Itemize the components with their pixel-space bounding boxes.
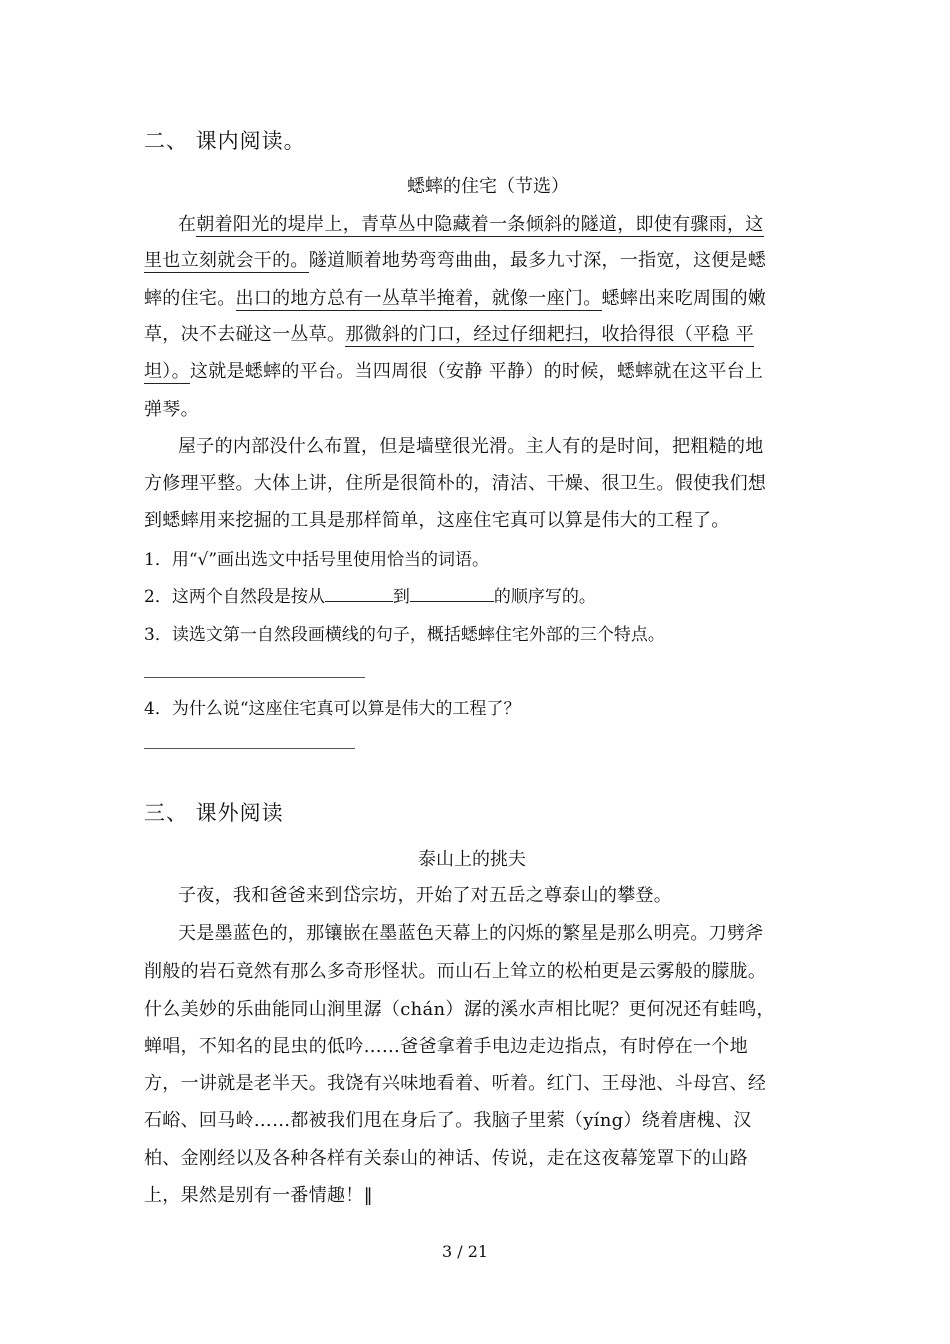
- porter-line-7: 石峪、回马岭……都被我们甩在身后了。我脑子里萦（yíng）绕着唐槐、汉: [144, 1110, 752, 1131]
- passage-line-6: 弹琴。: [144, 399, 199, 420]
- porter-line-6: 方，一讲就是老半天。我饶有兴味地看着、听着。红门、王母池、斗母宫、经: [144, 1073, 767, 1094]
- underlined-sentence: 里也立刻就会干的。: [144, 250, 309, 271]
- passage-para2-line-1: 屋子的内部没什么布置，但是墙壁很光滑。主人有的是时间，把粗糙的地: [178, 436, 764, 457]
- question-1: 1．用“√”画出选文中括号里使用恰当的词语。: [144, 550, 490, 570]
- porter-line-8: 柏、金刚经以及各种各样有关泰山的神话、传说，走在这夜幕笼罩下的山路: [144, 1148, 748, 1169]
- underlined-sentence: 那微斜的门口，经过仔细耙扫，收拾得很（平稳 平: [345, 324, 754, 345]
- underlined-sentence: 朝着阳光的堤岸上，青草丛中隐藏着一条倾斜的隧道，即使有骤雨，这: [196, 214, 764, 235]
- porter-line-5: 蝉唱，不知名的昆虫的低吟……爸爸拿着手电边走边指点，有时停在一个地: [144, 1036, 748, 1057]
- porter-line-3: 削般的岩石竟然有那么多奇形怪状。而山石上耸立的松柏更是云雾般的朦胧。: [144, 961, 767, 982]
- porter-line-1: 子夜，我和爸爸来到岱宗坊，开始了对五岳之尊泰山的攀登。: [178, 885, 673, 906]
- page-number: 3 / 21: [442, 1242, 489, 1261]
- underlined-sentence: 出口的地方总有一丛草半掩着，就像一座门。: [235, 288, 602, 309]
- passage-line-3: 蟀的住宅。出口的地方总有一丛草半掩着，就像一座门。蟋蟀出来吃周围的嫩: [144, 288, 767, 309]
- answer-line-q4[interactable]: [144, 748, 355, 749]
- section-heading-2: 二、 课内阅读。: [144, 129, 306, 153]
- porter-line-4: 什么美妙的乐曲能同山涧里潺（chán）潺的溪水声相比呢？更何况还有蛙鸣，: [144, 999, 775, 1020]
- passage-line-2: 里也立刻就会干的。隧道顺着地势弯弯曲曲，最多九寸深，一指宽，这便是蟋: [144, 250, 767, 271]
- answer-blank-from[interactable]: [325, 585, 393, 602]
- porter-line-9: 上，果然是别有一番情趣！‖: [144, 1185, 373, 1206]
- underlined-sentence: 坦）。: [144, 361, 190, 382]
- article-title-porter: 泰山上的挑夫: [418, 849, 526, 870]
- question-4: 4．为什么说“这座住宅真可以算是伟大的工程了？: [144, 699, 521, 719]
- passage-para2-line-2: 方修理平整。大体上讲，住所是很简朴的，清洁、干燥、很卫生。假使我们想: [144, 473, 767, 494]
- porter-line-2: 天是墨蓝色的，那镶嵌在墨蓝色天幕上的闪烁的繁星是那么明亮。刀劈斧: [178, 923, 764, 944]
- passage-para2-line-3: 到蟋蟀用来挖掘的工具是那样简单，这座住宅真可以算是伟大的工程了。: [144, 510, 730, 531]
- article-title-cricket: 蟋蟀的住宅（节选）: [407, 176, 569, 197]
- answer-blank-to[interactable]: [410, 585, 494, 602]
- passage-line-1: 在朝着阳光的堤岸上，青草丛中隐藏着一条倾斜的隧道，即使有骤雨，这: [178, 214, 764, 235]
- passage-line-4: 草，决不去碰这一丛草。那微斜的门口，经过仔细耙扫，收拾得很（平稳 平: [144, 324, 754, 345]
- question-3: 3．读选文第一自然段画横线的句子，概括蟋蟀住宅外部的三个特点。: [144, 625, 665, 645]
- passage-line-5: 坦）。这就是蟋蟀的平台。当四周很（安静 平静）的时候，蟋蟀就在这平台上: [144, 361, 764, 382]
- section-heading-3: 三、 课外阅读: [144, 801, 284, 825]
- answer-line-q3[interactable]: [144, 677, 365, 678]
- question-2: 2．这两个自然段是按从 到 的顺序写的。: [144, 587, 596, 607]
